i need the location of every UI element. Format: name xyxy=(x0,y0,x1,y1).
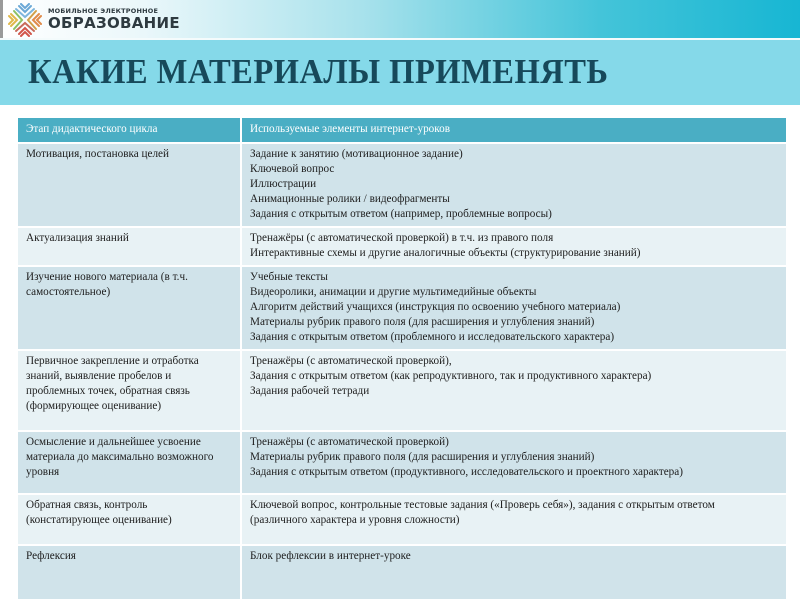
mobile-education-logo-icon xyxy=(8,3,42,37)
element-item: Ключевой вопрос, контрольные тестовые задания («Проверь себя»), задания с открытым ответом xyxy=(250,499,715,511)
element-item: Тренажёры (с автоматической проверкой) xyxy=(250,436,449,448)
elements-cell xyxy=(242,351,786,430)
slide-title: КАКИЕ МАТЕРИАЛЫ ПРИМЕНЯТЬ xyxy=(28,52,609,91)
elements-cell xyxy=(242,144,786,226)
table-row xyxy=(18,144,786,226)
element-item: Задания с открытым ответом (продуктивного, исследовательского и проектного характера) xyxy=(250,466,683,478)
materials-table xyxy=(16,116,788,601)
element-item: Задания рабочей тетради xyxy=(250,385,370,397)
element-item: Задания с открытым ответом (проблемного и исследовательского характера) xyxy=(250,331,615,343)
table-row xyxy=(18,495,786,544)
stage-cell: Актуализация знаний xyxy=(18,228,240,265)
header-elements: Используемые элементы интернет-уроков xyxy=(242,118,786,142)
table-row xyxy=(18,351,786,430)
stage-cell: Мотивация, постановка целей xyxy=(18,144,240,226)
top-banner xyxy=(0,0,800,38)
element-item: Иллюстрации xyxy=(250,178,317,190)
element-item: Видеоролики, анимации и другие мультимедийные объекты xyxy=(250,286,537,298)
stage-cell: Рефлексия xyxy=(18,546,240,599)
banner-edge xyxy=(0,0,3,38)
table-header-row xyxy=(18,118,786,142)
element-item: Задание к занятию (мотивационное задание) xyxy=(250,148,463,160)
elements-cell xyxy=(242,495,786,544)
brand-name: ОБРАЗОВАНИЕ xyxy=(48,14,180,32)
element-item: Тренажёры (с автоматической проверкой), xyxy=(250,355,452,367)
elements-cell xyxy=(242,432,786,493)
table-row xyxy=(18,546,786,599)
element-item: Материалы рубрик правого поля (для расширения и углубления знаний) xyxy=(250,451,595,463)
stage-cell: Обратная связь, контроль (констатирующее оценивание) xyxy=(18,495,240,544)
stage-cell: Изучение нового материала (в т.ч. самостоятельное) xyxy=(18,267,240,349)
elements-cell xyxy=(242,228,786,265)
element-item: Алгоритм действий учащихся (инструкция по освоению учебного материала) xyxy=(250,301,621,313)
brand-subtitle: МОБИЛЬНОЕ ЭЛЕКТРОННОЕ xyxy=(48,7,159,15)
elements-cell xyxy=(242,546,786,599)
header-stage: Этап дидактического цикла xyxy=(18,118,240,142)
element-item: (различного характера и уровня сложности) xyxy=(250,514,460,526)
brand-wordmark xyxy=(48,7,180,31)
element-item: Тренажёры (с автоматической проверкой) в т.ч. из правого поля xyxy=(250,232,554,244)
table-row xyxy=(18,267,786,349)
element-item: Материалы рубрик правого поля (для расширения и углубления знаний) xyxy=(250,316,595,328)
stage-cell: Осмысление и дальнейшее усвоение материала до максимально возможного уровня xyxy=(18,432,240,493)
element-item: Блок рефлексии в интернет-уроке xyxy=(250,550,411,562)
element-item: Задания с открытым ответом (например, проблемные вопросы) xyxy=(250,208,552,220)
element-item: Ключевой вопрос xyxy=(250,163,335,175)
elements-cell xyxy=(242,267,786,349)
element-item: Учебные тексты xyxy=(250,271,328,283)
element-item: Задания с открытым ответом (как репродуктивного, так и продуктивного характера) xyxy=(250,370,652,382)
element-item: Интерактивные схемы и другие аналогичные объекты (структурирование знаний) xyxy=(250,247,641,259)
table-row xyxy=(18,432,786,493)
stage-cell: Первичное закрепление и отработка знаний, выявление пробелов и проблемных точек, обратная связь (формирующее оценивание) xyxy=(18,351,240,430)
table-row xyxy=(18,228,786,265)
element-item: Анимационные ролики / видеофрагменты xyxy=(250,193,450,205)
